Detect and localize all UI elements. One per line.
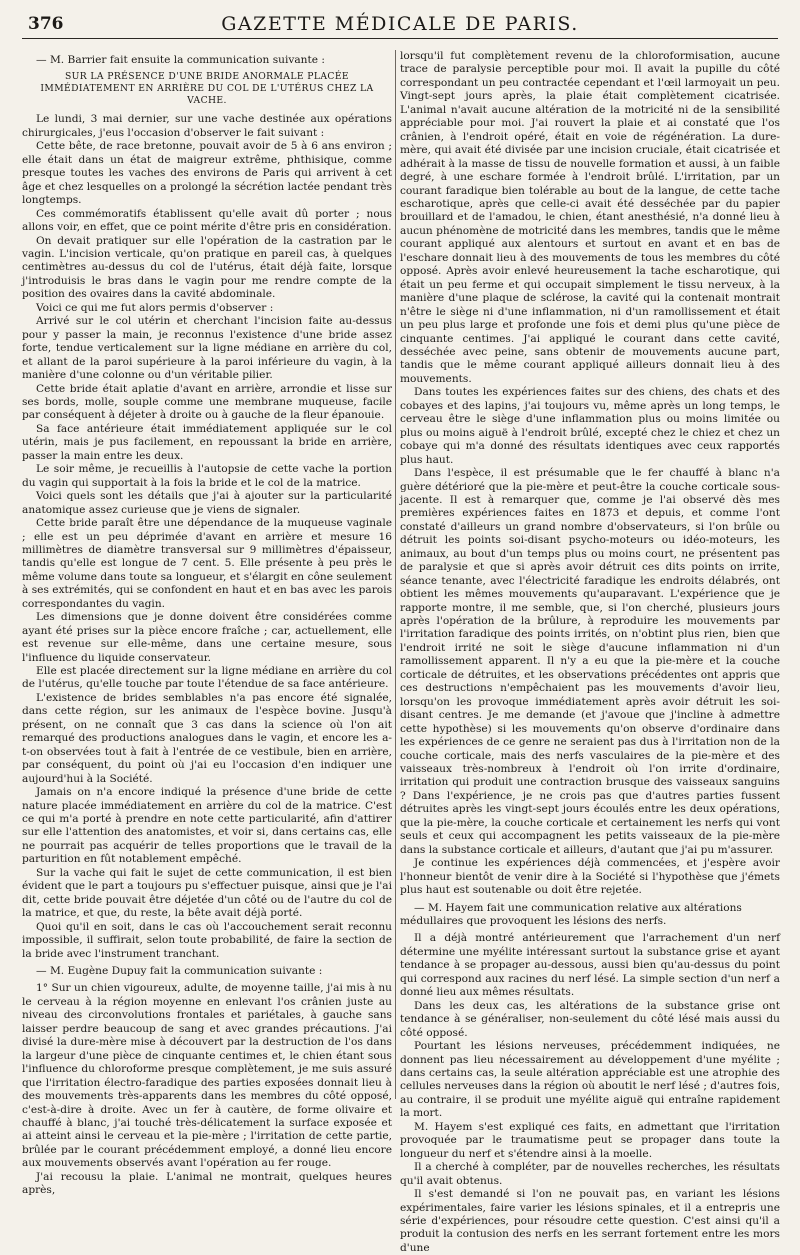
paragraph: Cette bête, de race bretonne, pouvait avoir de 5 à 6 ans environ ; elle était dans un état de maigreur extrême, phthisique, comme presque toutes les vaches des environs de Paris qui arrivent à cet âge et chez lesquelles on a prolongé la sécrétion lactée pendant très longtemps. xyxy=(22,140,392,207)
paragraph: Voici ce qui me fut alors permis d'observer : xyxy=(36,301,274,314)
paragraph: Quoi qu'il en soit, dans le cas où l'accouchement serait reconnu impossible, il suffirait, selon toute probabilité, de faire la section de la bride avec l'instrument tranchant. xyxy=(22,920,392,960)
paragraph: M. Hayem s'est expliqué ces faits, en admettant que l'irritation provoquée par le traumatisme peut se propager dans toute la longueur du nerf et s'étendre ainsi à la moelle. xyxy=(400,1120,780,1160)
paragraph: On devait pratiquer sur elle l'opération de la castration par le vagin. L'incision verticale, qu'on pratique en pareil cas, à quelques centimètres au-dessus du col de l'utérus, était déjà faite, lorsque j'introduisis le bras dans le vagin pour me rendre compte de la position des ovaires dans la cavité abdominale. xyxy=(22,234,392,301)
paragraph: Il a cherché à compléter, par de nouvelles recherches, les résultats qu'il avait obtenus. xyxy=(400,1161,780,1187)
paragraph: J'ai recousu la plaie. L'animal ne montrait, quelques heures après, xyxy=(22,1170,392,1197)
paragraph: Jamais on n'a encore indiqué la présence d'une bride de cette nature placée immédiatement en arrière du col de la matrice. C'est ce qui m'a porté à prendre en note cette particularité, afin d'attirer sur elle l'attention des anatomistes, et voir si, dans certains cas, elle ne pourrait pas acquérir de telles proportions que le travail de la parturition en fût notablement empêché. xyxy=(22,786,392,866)
paragraph: Dans toutes les expériences faites sur des chiens, des chats et des cobayes et des lapins, j'ai toujours vu, même après un long temps, le cerveau être le siège d'une inflammation plus ou moins limitée ou plus ou moins aiguë à l'endroit brûlé, excepté chez le chiez et chez un cobaye qui m'a donné des résultats identiques avec ceux rapportés plus haut. xyxy=(400,386,780,466)
paragraph: Le lundi, 3 mai dernier, sur une vache destinée aux opérations chirurgicales, j'eus l'occasion d'observer le fait suivant : xyxy=(22,113,392,139)
paragraph: Dans les deux cas, les altérations de la substance grise ont tendance à se généraliser, non-seulement du côté lésé mais aussi du côté opposé. xyxy=(400,999,780,1039)
paragraph: Sur la vache qui fait le sujet de cette communication, il est bien évident que le part a toujours pu s'effectuer puisque, ainsi que je l'ai dit, cette bride pouvait être déjetée d'un côté ou de l'autre du col de la matrice, et que, du reste, la bête avait déjà porté. xyxy=(22,866,392,920)
paragraph: Pourtant les lésions nerveuses, précédemment indiquées, ne donnent pas lieu nécessairement au développement d'une myélite ; dans certains cas, la seule altération appréciable est une atrophie des cellules nerveuses dans la région où aboutit le nerf lésé ; d'autres fois, au contraire, il se produit une myélite aiguë qui entraîne rapidement la mort. xyxy=(400,1040,780,1120)
paragraph: Il s'est demandé si l'on ne pouvait pas, en variant les lésions expérimentales, faire varier les lésions spinales, et il a entrepris une série d'expériences, pour résoudre cette question. C'est ainsi qu'il a produit la contusion des nerfs en les serrant fortement entre les mors d'une xyxy=(400,1188,780,1254)
paragraph: Il a déjà montré antérieurement que l'arrachement d'un nerf détermine une myélite intéressant surtout la substance grise et ayant tendance à se propager au-dessous, aussi bien qu'au-dessus du point qui correspond aux racines du nerf lésé. La simple section d'un nerf a donné lieu aux mêmes résultats. xyxy=(400,932,780,999)
paragraph: Cette bride était aplatie d'avant en arrière, arrondie et lisse sur ses bords, molle, souple comme une membrane muqueuse, facile par conséquent à déjeter à droite ou à gauche de la fleur épanouie. xyxy=(22,382,392,422)
paragraph: Le soir même, je recueillis à l'autopsie de cette vache la portion du vagin qui supportait à la fois la bride et le col de la matrice. xyxy=(22,463,392,489)
paragraph: Arrivé sur le col utérin et cherchant l'incision faite au-dessus pour y passer la main, je reconnus l'existence d'une bride assez forte, tendue verticalement sur la ligne médiane en arrière du col, et allant de la paroi supérieure à la paroi inférieure du vagin, à la manière d'une colonne ou d'un véritable pilier. xyxy=(22,315,392,382)
page-header xyxy=(22,12,778,39)
communication-intro: — M. Eugène Dupuy fait la communication suivante : xyxy=(36,965,323,977)
communication-intro: — M. Barrier fait ensuite la communication suivante : xyxy=(36,54,325,66)
paragraph: Sa face antérieure était immédiatement appliquée sur le col utérin, mais je pus facilement, en repoussant la bride en arrière, passer la main entre les deux. xyxy=(22,422,392,462)
paragraph: Elle est placée directement sur la ligne médiane en arrière du col de l'utérus, qu'elle touche par toute l'étendue de sa face antérieure. xyxy=(22,665,392,691)
paragraph: Les dimensions que je donne doivent être considérées comme ayant été prises sur la pièce encore fraîche ; car, actuellement, elle est revenue sur elle-même, dans une certaine mesure, sous l'influence du liquide conservateur. xyxy=(22,611,392,664)
page-number: 376 xyxy=(28,14,64,34)
paragraph: Voici quels sont les détails que j'ai à ajouter sur la particularité anatomique assez curieuse que je viens de signaler. xyxy=(22,490,392,516)
paragraph: Cette bride paraît être une dépendance de la muqueuse vaginale ; elle est un peu déprimée d'avant en arrière et mesure 16 millimètres de diamètre transversal sur 9 millimètres d'épaisseur, tandis qu'elle est longue de 7 cent. 5. Elle présente à peu près le même volume dans toute sa longueur, et s'élargit en cône seulement à ses extrémités, qui se confondent en haut et en bas avec les parois correspondantes du vagin. xyxy=(22,517,392,610)
paragraph: Ces commémoratifs établissent qu'elle avait dû porter ; nous allons voir, en effet, que ce point mérite d'être pris en considération. xyxy=(22,207,392,234)
paragraph: Je continue les expériences déjà commencées, et j'espère avoir l'honneur bientôt de venir dire à la Société si l'hypothèse que j'émets plus haut est soutenable ou doit être rejetée. xyxy=(400,857,780,897)
journal-title: GAZETTE MÉDICALE DE PARIS. xyxy=(221,13,579,35)
paragraph: 1° Sur un chien vigoureux, adulte, de moyenne taille, j'ai mis à nu le cerveau à la région moyenne en enlevant l'os crânien juste au niveau des circonvolutions frontales et pariétales, à gauche sans laisser perdre beaucoup de sang et avec grandes précautions. J'ai divisé la dure-mère mise à découvert par la destruction de l'os dans la largeur d'une pièce de cinquante centimes et, le chien étant sous l'influence du chloroforme presque complètement, je me suis assuré que l'irritation électro-faradique des parties exposées donnait lieu à des mouvements très-apparents dans les membres du côté opposé, c'est-à-dire à droite. Avec un fer à cautère, de forme olivaire et chauffé à blanc, j'ai touché très-délicatement la surface exposée et ai atteint ainsi le cerveau et la pie-mère ; l'irritation de cette partie, brûlée par le courant précédemment employé, a donné lieu encore aux mouvements observés avant l'opération au fer rouge. xyxy=(22,982,392,1170)
paragraph: L'existence de brides semblables n'a pas encore été signalée, dans cette région, sur les animaux de l'espèce bovine. Jusqu'à présent, on ne connaît que 3 cas dans la science où l'on ait remarqué des productions analogues dans le vagin, et encore les a-t-on observées tout à fait à l'entrée de ce vestibule, bien en arrière, par conséquent, du point où j'ai eu l'occasion d'en indiquer une aujourd'hui à la Société. xyxy=(22,691,392,785)
communication-intro: — M. Hayem fait une communication relative aux altérations médullaires que provoquent les lésions des nerfs. xyxy=(400,901,742,927)
section-heading: SUR LA PRÉSENCE D'UNE BRIDE ANORMALE PLACÉE IMMÉDIATEMENT EN ARRIÈRE DU COL DE L'UTÉRUS CHEZ LA VACHE. xyxy=(40,71,374,107)
left-column xyxy=(22,50,392,1197)
paragraph: Dans l'espèce, il est présumable que le fer chauffé à blanc n'a guère détérioré que la pie-mère et peut-être la couche corticale sous-jacente. Il est à remarquer que, comme je l'ai observé dès mes premières expériences faites en 1873 et depuis, et comme l'ont constaté d'ailleurs un grand nombre d'observateurs, si l'on brûle ou détruit les points soi-disant psycho-moteurs ou idéo-moteurs, les animaux, au bout d'un temps plus ou moins court, ne présentent pas de paralysie et que si après avoir détruit ces dits points on irrite, séance tenante, avec l'électricité faradique les endroits délabrés, ont obtient les mêmes mouvements qu'auparavant. L'expérience que je rapporte montre, il me semble, que, si l'on cherché, plusieurs jours après l'opération de la brûlure, à reproduire les mouvements par l'irritation faradique des points irrités, on n'obtint plus rien, bien que l'endroit irrité ne soit le siège d'aucune inflammation ni d'un ramollissement apparent. Il n'y a eu que la pie-mère et la couche corticale de détruites, et les observations précédentes ont appris que ces destructions n'empêchaient pas les mouvements d'avoir lieu, lorsqu'on les provoque immédiatement après avoir détruit les soi-disant centres. Je me demande (et j'avoue que j'incline à admettre cette hypothèse) si les mouvements qu'on observe d'ordinaire dans les expériences de ce genre ne seraient pas dus à l'irritation non de la couche corticale, mais des nerfs vasculaires de la pie-mère et des vaisseaux très-nombreux à l'endroit où l'on irrite d'ordinaire, irritation qui produit une contraction brusque des vaisseaux sanguins ? Dans l'expérience, je ne crois pas que d'autres parties fussent détruites après les vingt-sept jours écoulés entre les deux opérations, que la pie-mère, la couche corticale et certainement les nerfs qui vont seuls et ceux qui accompagnent les petits vaisseaux de la pie-mère dans la substance corticale et ailleurs, d'autant que j'ai pu m'assurer. xyxy=(400,467,780,856)
right-column xyxy=(400,50,780,1254)
paragraph: lorsqu'il fut complètement revenu de la chloroformisation, aucune trace de paralysie perceptible pour moi. Il avait la pupille du côté correspondant un peu contractée cependant et l'œil larmoyait un peu. Vingt-sept jours après, la plaie était complètement cicatrisée. L'animal n'avait aucune altération de la motricité ni de la sensibilité appréciable pour moi. J'ai rouvert la plaie et ai constaté que l'os crânien, à l'endroit opéré, était en voie de régénération. La dure-mère, qui avait été divisée par une incision cruciale, était cicatrisée et adhérait à la masse de tissu de nouvelle formation et aussi, à un faible degré, à une eschare formée à l'endroit brûlé. L'irritation, par un courant faradique bien tolérable au bout de la langue, de cette tache escharotique, après que celle-ci avait été desséchée par du papier brouillard et de l'amadou, le chien, étant anesthésié, n'a donné lieu à aucun phénomène de motricité dans les membres, tandis que le même courant appliqué aux alentours et surtout en avant et en bas de l'eschare donnait lieu à des mouvements de tous les membres du côté opposé. Après avoir enlevé heureusement la tache escharotique, qui était un peu ferme et qui occupait simplement le tissu nerveux, à la manière d'une plaque de sclérose, la cavité qui la contenait montrait n'être le siège ni d'une inflammation, ni d'un ramollissement et était un peu plus large et profonde une fois et demi plus qu'une pièce de cinquante centimes. J'ai appliqué le courant dans cette cavité, desséchée avec peine, sans obtenir de mouvements aucune part, tandis que le même courant appliqué ailleurs donnait lieu à des mouvements. xyxy=(400,50,780,385)
column-divider xyxy=(395,50,396,1099)
